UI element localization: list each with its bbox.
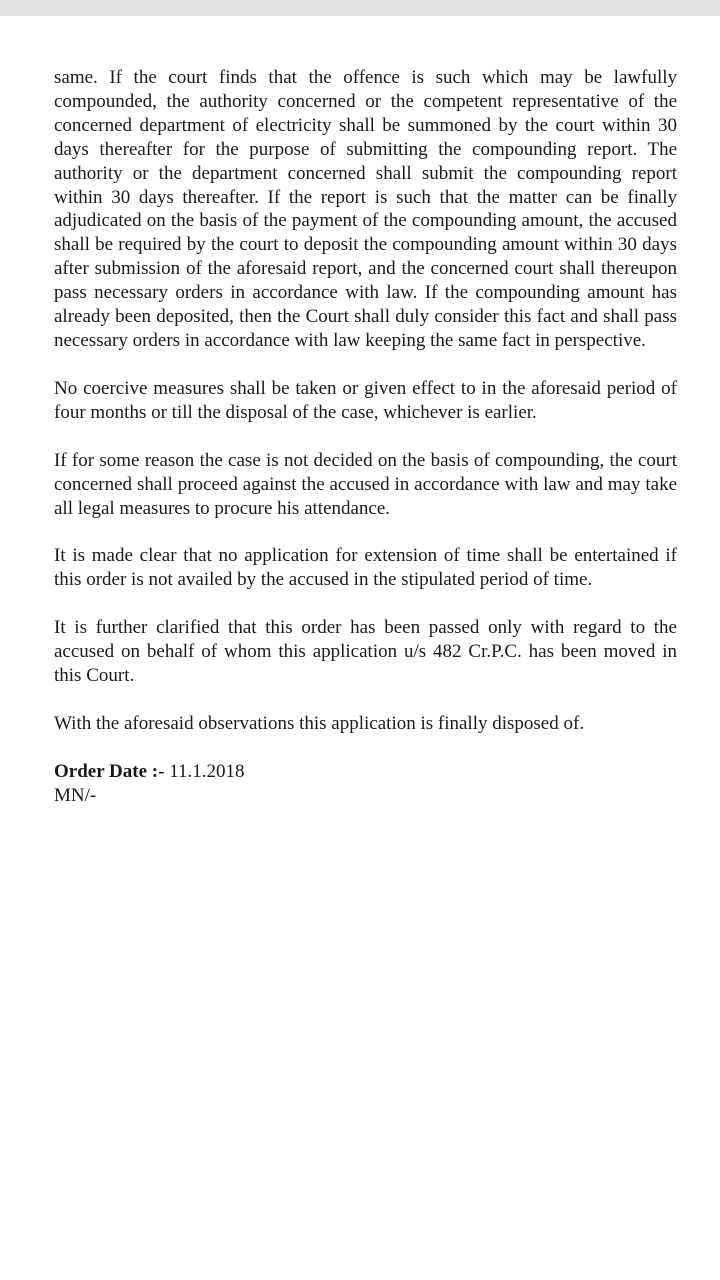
paragraph-coercive-measures: No coercive measures shall be taken or given effect to in the aforesaid period of four months or till the disposal of the case, whichever is earlier. bbox=[54, 377, 677, 423]
order-date-label: Order Date :- bbox=[54, 760, 165, 782]
paragraph-disposal: With the aforesaid observations this application is finally disposed of. bbox=[54, 712, 585, 734]
document-page bbox=[54, 66, 677, 808]
paragraph-no-extension: It is made clear that no application for extension of time shall be entertained if this order is not availed by the accused in the stipulated period of time. bbox=[54, 545, 677, 591]
paragraph-proceed-against-accused: If for some reason the case is not decided on the basis of compounding, the court concerned shall proceed against the accused in accordance with law and may take all legal measures to procure his attendance. bbox=[54, 449, 677, 519]
top-status-bar bbox=[0, 0, 720, 16]
paragraph-clarification: It is further clarified that this order has been passed only with regard to the accused on behalf of whom this application u/s 482 Cr.P.C. has been moved in this Court. bbox=[54, 617, 677, 687]
initials: MN/- bbox=[54, 784, 97, 806]
paragraph-compounding: same. If the court finds that the offence is such which may be lawfully compounded, the authority concerned or the competent representative of the concerned department of electricity shall be summoned by the court within 30 days thereafter for the purpose of submitting the compounding report. The authority or the department concerned shall submit the compounding report within 30 days thereafter. If the report is such that the matter can be finally adjudicated on the basis of the payment of the compounding amount, the accused shall be required by the court to deposit the compounding amount within 30 days after submission of the aforesaid report, and the concerned court shall thereupon pass necessary orders in accordance with law. If the compounding amount has already been deposited, then the Court shall duly consider this fact and shall pass necessary orders in accordance with law keeping the same fact in perspective. bbox=[54, 67, 677, 351]
order-date-value: 11.1.2018 bbox=[164, 760, 245, 782]
order-date-line bbox=[54, 760, 677, 784]
